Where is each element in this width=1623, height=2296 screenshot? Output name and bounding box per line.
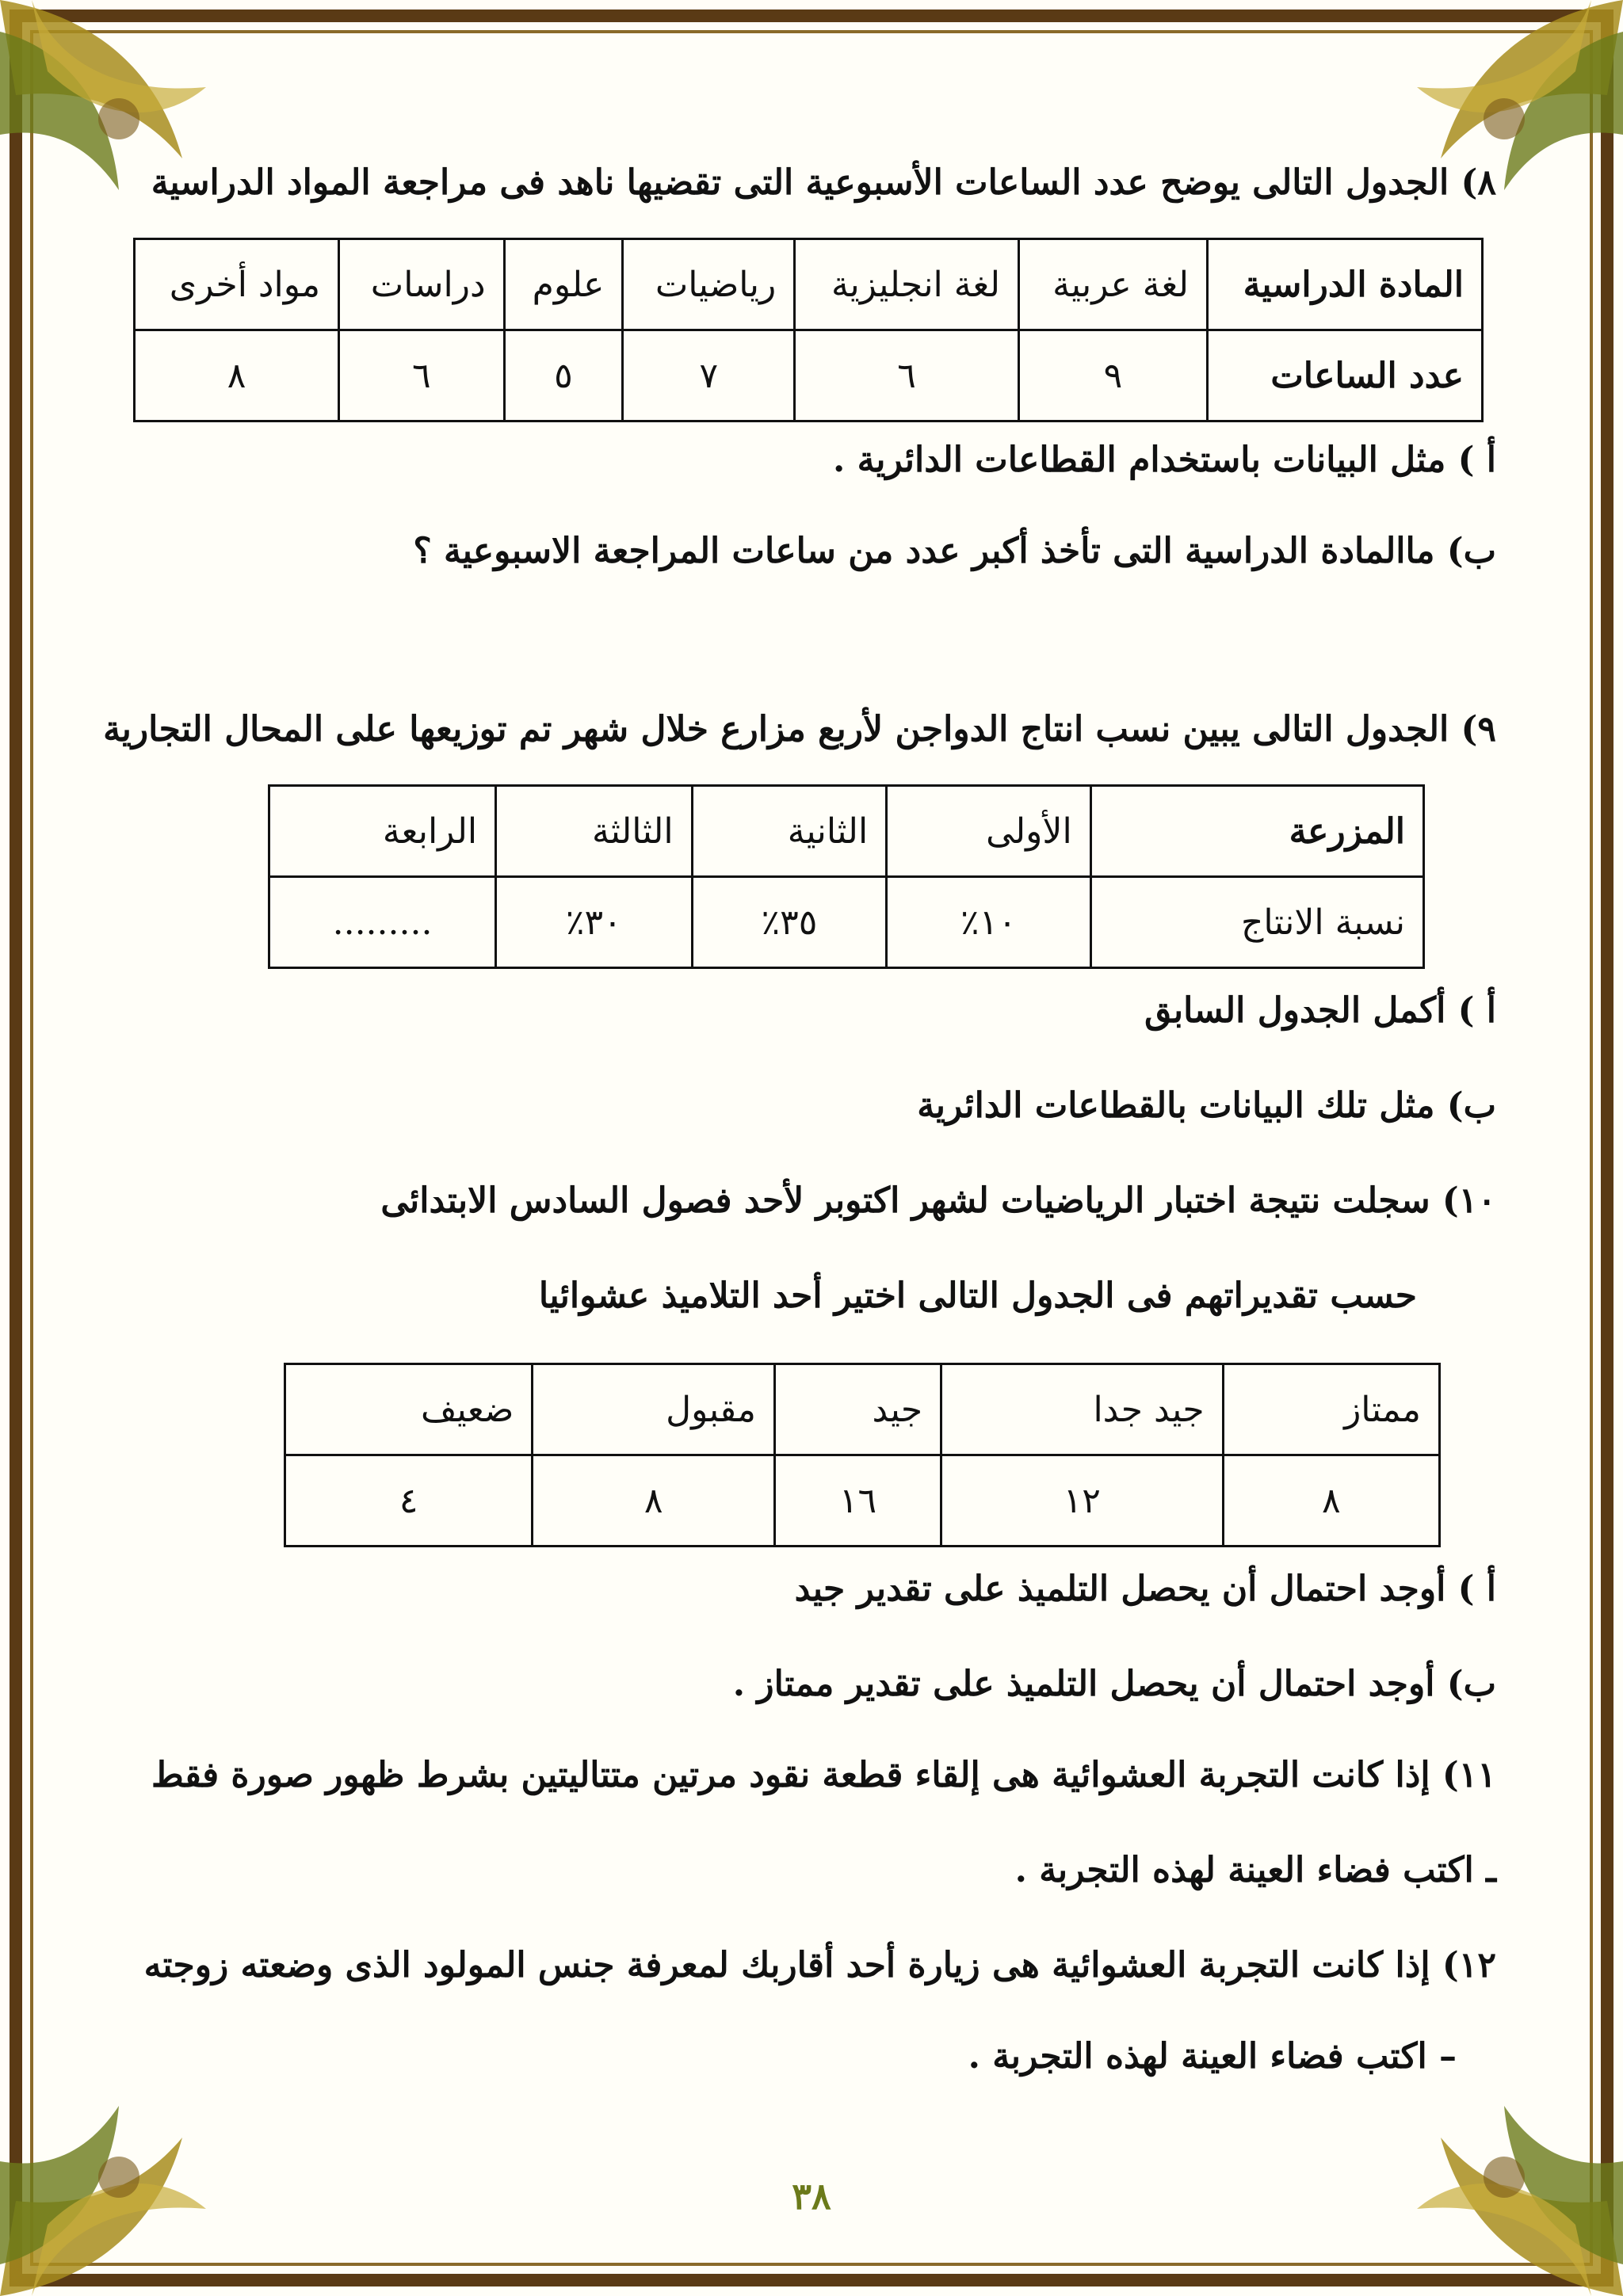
table-cell: ٦: [339, 330, 505, 421]
table-study-hours: [133, 238, 1484, 422]
question-10-part-b: ب) أوجد احتمال أن يحصل التلميذ على تقدير ممتاز .: [732, 1664, 1496, 1704]
table-cell: المزرعة: [1090, 786, 1423, 877]
table-cell: لغة عربية: [1019, 239, 1208, 330]
table-cell: دراسات: [339, 239, 505, 330]
table-cell: مواد أخرى: [135, 239, 339, 330]
table-cell: لغة انجليزية: [795, 239, 1019, 330]
corner-ornament-icon: [1361, 0, 1623, 261]
table-cell: ٧: [623, 330, 795, 421]
table-cell: ممتاز: [1223, 1364, 1439, 1455]
table-cell: عدد الساعات: [1208, 330, 1483, 421]
table-cell: ٣٠٪: [496, 877, 693, 968]
table-cell: ٤: [285, 1455, 533, 1547]
table-cell: رياضيات: [623, 239, 795, 330]
question-8-part-a: أ ) مثل البيانات باستخدام القطاعات الدائرية .: [833, 440, 1496, 480]
corner-ornament-icon: [0, 0, 262, 261]
table-cell: ٩: [1019, 330, 1208, 421]
table-cell: الثالثة: [496, 786, 693, 877]
table-cell: نسبة الانتاج: [1090, 877, 1423, 968]
question-12-part: – اكتب فضاء العينة لهذه التجربة .: [968, 2036, 1457, 2077]
table-cell: .........: [269, 877, 496, 968]
question-9-title: ٩) الجدول التالى يبين نسب انتاج الدواجن لأربع مزارع خلال شهر تم توزيعها على المحال التجارية: [103, 709, 1496, 749]
table-cell: جيد جدا: [941, 1364, 1223, 1455]
table-cell: ٦: [795, 330, 1019, 421]
table-poultry-production: [268, 784, 1425, 969]
table-row: [135, 330, 1483, 421]
table-cell: الثانية: [692, 786, 887, 877]
page-number: ٣٨: [792, 2175, 831, 2218]
question-11-part: ـ اكتب فضاء العينة لهذه التجربة .: [1014, 1850, 1496, 1890]
question-8-part-b: ب) ماالمادة الدراسية التى تأخذ أكبر عدد من ساعات المراجعة الاسبوعية ؟: [413, 531, 1496, 571]
table-cell: ١٠٪: [887, 877, 1091, 968]
table-cell: الأولى: [887, 786, 1091, 877]
question-9-part-b: ب) مثل تلك البيانات بالقطاعات الدائرية: [917, 1085, 1496, 1126]
question-10-subtitle: حسب تقديراتهم فى الجدول التالى اختير أحد التلاميذ عشوائيا: [538, 1276, 1417, 1316]
question-12-title: ١٢) إذا كانت التجربة العشوائية هى زيارة أحد أقاربك لمعرفة جنس المولود الذى وضعته زوجته: [143, 1945, 1496, 1985]
table-cell: جيد: [774, 1364, 941, 1455]
table-cell: ١٢: [941, 1455, 1223, 1547]
table-grades: [284, 1363, 1441, 1547]
table-row: [285, 1364, 1440, 1455]
table-row: [285, 1455, 1440, 1547]
table-row: [269, 786, 1424, 877]
table-cell: المادة الدراسية: [1208, 239, 1483, 330]
question-11-title: ١١) إذا كانت التجربة العشوائية هى إلقاء قطعة نقود مرتين متتاليتين بشرط ظهور صورة فقط: [151, 1755, 1496, 1795]
table-cell: ٣٥٪: [692, 877, 887, 968]
table-cell: الرابعة: [269, 786, 496, 877]
table-cell: مقبول: [533, 1364, 775, 1455]
table-cell: ١٦: [774, 1455, 941, 1547]
table-cell: ٨: [533, 1455, 775, 1547]
table-cell: ٨: [135, 330, 339, 421]
corner-ornament-icon: [0, 2035, 262, 2296]
question-8-title: ٨) الجدول التالى يوضح عدد الساعات الأسبوعية التى تقضيها ناهد فى مراجعة المواد الدراسية: [151, 162, 1496, 203]
table-row: [269, 877, 1424, 968]
table-cell: ٨: [1223, 1455, 1439, 1547]
table-cell: علوم: [504, 239, 623, 330]
table-cell: ضعيف: [285, 1364, 533, 1455]
question-9-part-a: أ ) أكمل الجدول السابق: [1144, 990, 1496, 1031]
table-row: [135, 239, 1483, 330]
question-10-part-a: أ ) أوجد احتمال أن يحصل التلميذ على تقدير جيد: [794, 1569, 1496, 1609]
question-10-title: ١٠) سجلت نتيجة اختبار الرياضيات لشهر اكتوبر لأحد فصول السادس الابتدائى: [380, 1180, 1496, 1221]
table-cell: ٥: [504, 330, 623, 421]
